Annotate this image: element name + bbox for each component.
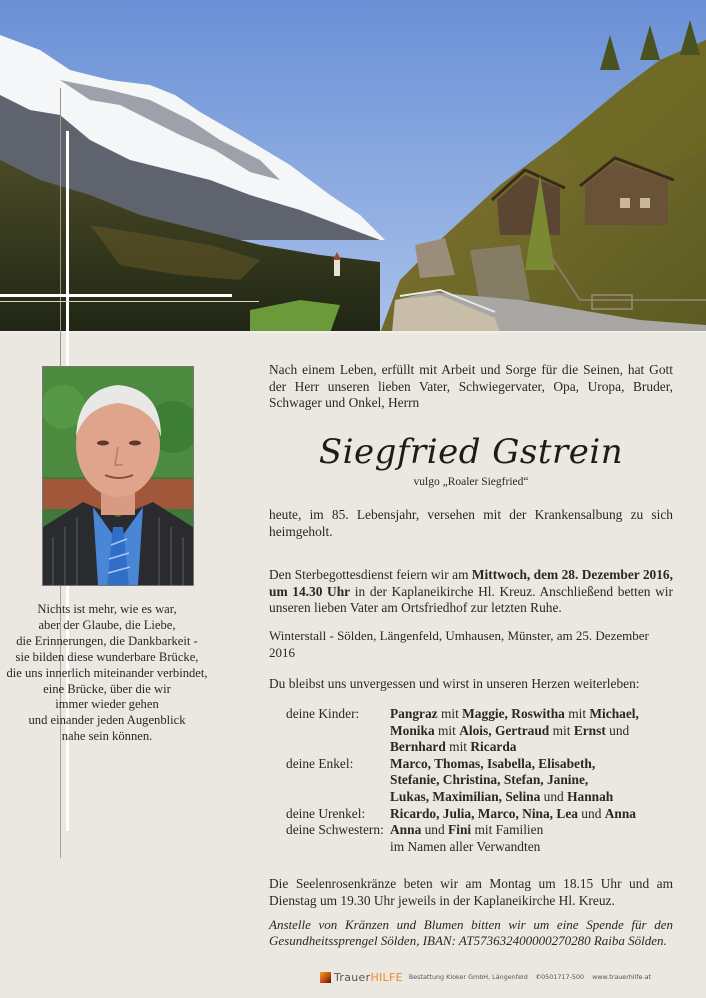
rel-name: Stefanie, Christina, Stefan, Janine, [390, 772, 589, 788]
poem-line: die uns innerlich miteinander verbindet, [6, 665, 208, 680]
rel-joiner: mit [564, 706, 590, 721]
grandchildren-names [390, 756, 676, 806]
footer-company: Bestattung Kloker GmbH, Längenfeld [408, 973, 528, 981]
rel-name: Ricarda [470, 739, 517, 755]
funeral-time: um 14.30 Uhr [269, 583, 351, 599]
poem-line: Nichts ist mehr, wie es war, [37, 602, 177, 616]
relatives-row-grandchildren [286, 756, 676, 806]
rel-name: Marco, Thomas, Isabella, Elisabeth, [390, 755, 596, 771]
footer-phone: ✆0501717-500 [535, 973, 585, 981]
sisters-names [390, 822, 676, 855]
deceased-portrait-photo [42, 366, 194, 586]
intro-paragraph: Nach einem Leben, erfüllt mit Arbeit und Sorge für die Seinen, hat Gott der Herr unseren lieben Vater, Schwiegervater, Opa, Uropa, Bruder, Schwager und Onkel, Herrn [269, 362, 673, 411]
rel-name: Michael, [589, 706, 639, 721]
passing-paragraph: heute, im 85. Lebensjahr, versehen mit der Krankensalbung zu sich heimgeholt. [269, 507, 673, 539]
poem-line: nahe sein können. [61, 729, 153, 744]
cross-horizontal-white-line [0, 294, 232, 297]
sisters-label: deine Schwestern: [286, 822, 384, 838]
rel-name: Roswitha [511, 706, 565, 721]
relatives-row-sisters [286, 822, 676, 855]
rel-name: Ricardo, Julia, Marco, Nina, Lea [390, 805, 578, 821]
relatives-row-children [286, 706, 676, 756]
rel-joiner: und [605, 722, 630, 738]
rel-joiner: und [540, 788, 568, 804]
rel-name: Hannah [567, 788, 614, 804]
relatives-row-great-grandchildren [286, 806, 676, 823]
rel-name: Anna [390, 822, 422, 838]
deceased-name: Siegfried Gstrein [318, 432, 624, 472]
great-grandchildren-label: deine Urenkel: [286, 805, 366, 821]
rel-joiner: mit [434, 722, 460, 738]
all-relatives-line: im Namen aller Verwandten [390, 838, 541, 854]
relatives-list [286, 706, 676, 855]
portrait-illustration [43, 367, 193, 585]
funeral-suffix: in der Kaplaneikirche Hl. Kreuz. Anschließend betten wir unseren lieben Vater am Ortsfriedhof zur letzten Ruhe. [269, 583, 673, 616]
footer-undertaker [320, 970, 659, 984]
deceased-nickname: vulgo „Roaler Siegfried“ [413, 476, 529, 488]
logo-text-trauer: Trauer [334, 970, 371, 984]
poem-line: immer wieder gehen [55, 697, 159, 712]
rel-name: Lukas, Maximilian, Selina [390, 788, 541, 804]
great-grandchildren-names [390, 806, 676, 823]
landscape-photo [0, 0, 706, 333]
rel-name: Anna [604, 805, 636, 821]
cross-horizontal-thin-line [0, 301, 259, 302]
rel-joiner: mit Familien [471, 822, 544, 838]
poem-line: eine Brücke, über die wir [43, 681, 171, 696]
rel-joiner: mit [549, 722, 574, 738]
memorial-poem [0, 602, 214, 745]
rel-name: Gertraud [494, 722, 550, 738]
rel-name: Alois, [459, 722, 492, 738]
rel-name: Maggie, [462, 706, 508, 721]
logo-text-hilfe: HILFE [370, 970, 403, 984]
footer-website[interactable]: www.trauerhilfe.at [592, 973, 651, 981]
mountain-valley-illustration [0, 0, 706, 333]
place-date: Winterstall - Sölden, Längenfeld, Umhausen, Münster, am 25. Dezember 2016 [269, 628, 649, 660]
rel-name: Bernhard [390, 739, 446, 755]
rel-joiner: und [577, 805, 605, 821]
rosary-paragraph: Die Seelenrosenkränze beten wir am Montag um 18.15 Uhr und am Dienstag um 19.30 Uhr jeweils in der Kaplaneikirche Hl. Kreuz. [269, 876, 673, 908]
trauerhilfe-logo-icon [320, 972, 331, 983]
funeral-date: Mittwoch, dem 28. Dezember 2016, [471, 567, 673, 582]
rel-name: Ernst [573, 722, 606, 738]
grandchildren-label: deine Enkel: [286, 755, 354, 771]
rel-name: Pangraz [390, 706, 438, 721]
rel-name: Fini [448, 822, 472, 838]
children-names [390, 706, 676, 756]
funeral-prefix: Den Sterbegottesdienst feiern wir am [269, 567, 472, 582]
rel-joiner: mit [445, 739, 471, 755]
poem-line: die Erinnerungen, die Dankbarkeit - [16, 633, 198, 648]
funeral-paragraph [269, 567, 673, 617]
farewell-line: Du bleibst uns unvergessen und wirst in unseren Herzen weiterleben: [269, 676, 640, 691]
rel-joiner: und [421, 822, 449, 838]
children-label: deine Kinder: [286, 706, 360, 721]
donation-paragraph: Anstelle von Kränzen und Blumen bitten wir um eine Spende für den Gesundheitssprengel Sölden, IBAN: AT573632400000270280 Raiba Sölden. [269, 917, 673, 948]
poem-line: aber der Glaube, die Liebe, [38, 617, 176, 632]
rel-name: Monika [390, 722, 435, 738]
poem-line: und einander jeden Augenblick [28, 713, 186, 728]
rel-joiner: mit [437, 706, 463, 721]
poem-line: sie bilden diese wunderbare Brücke, [15, 649, 199, 664]
